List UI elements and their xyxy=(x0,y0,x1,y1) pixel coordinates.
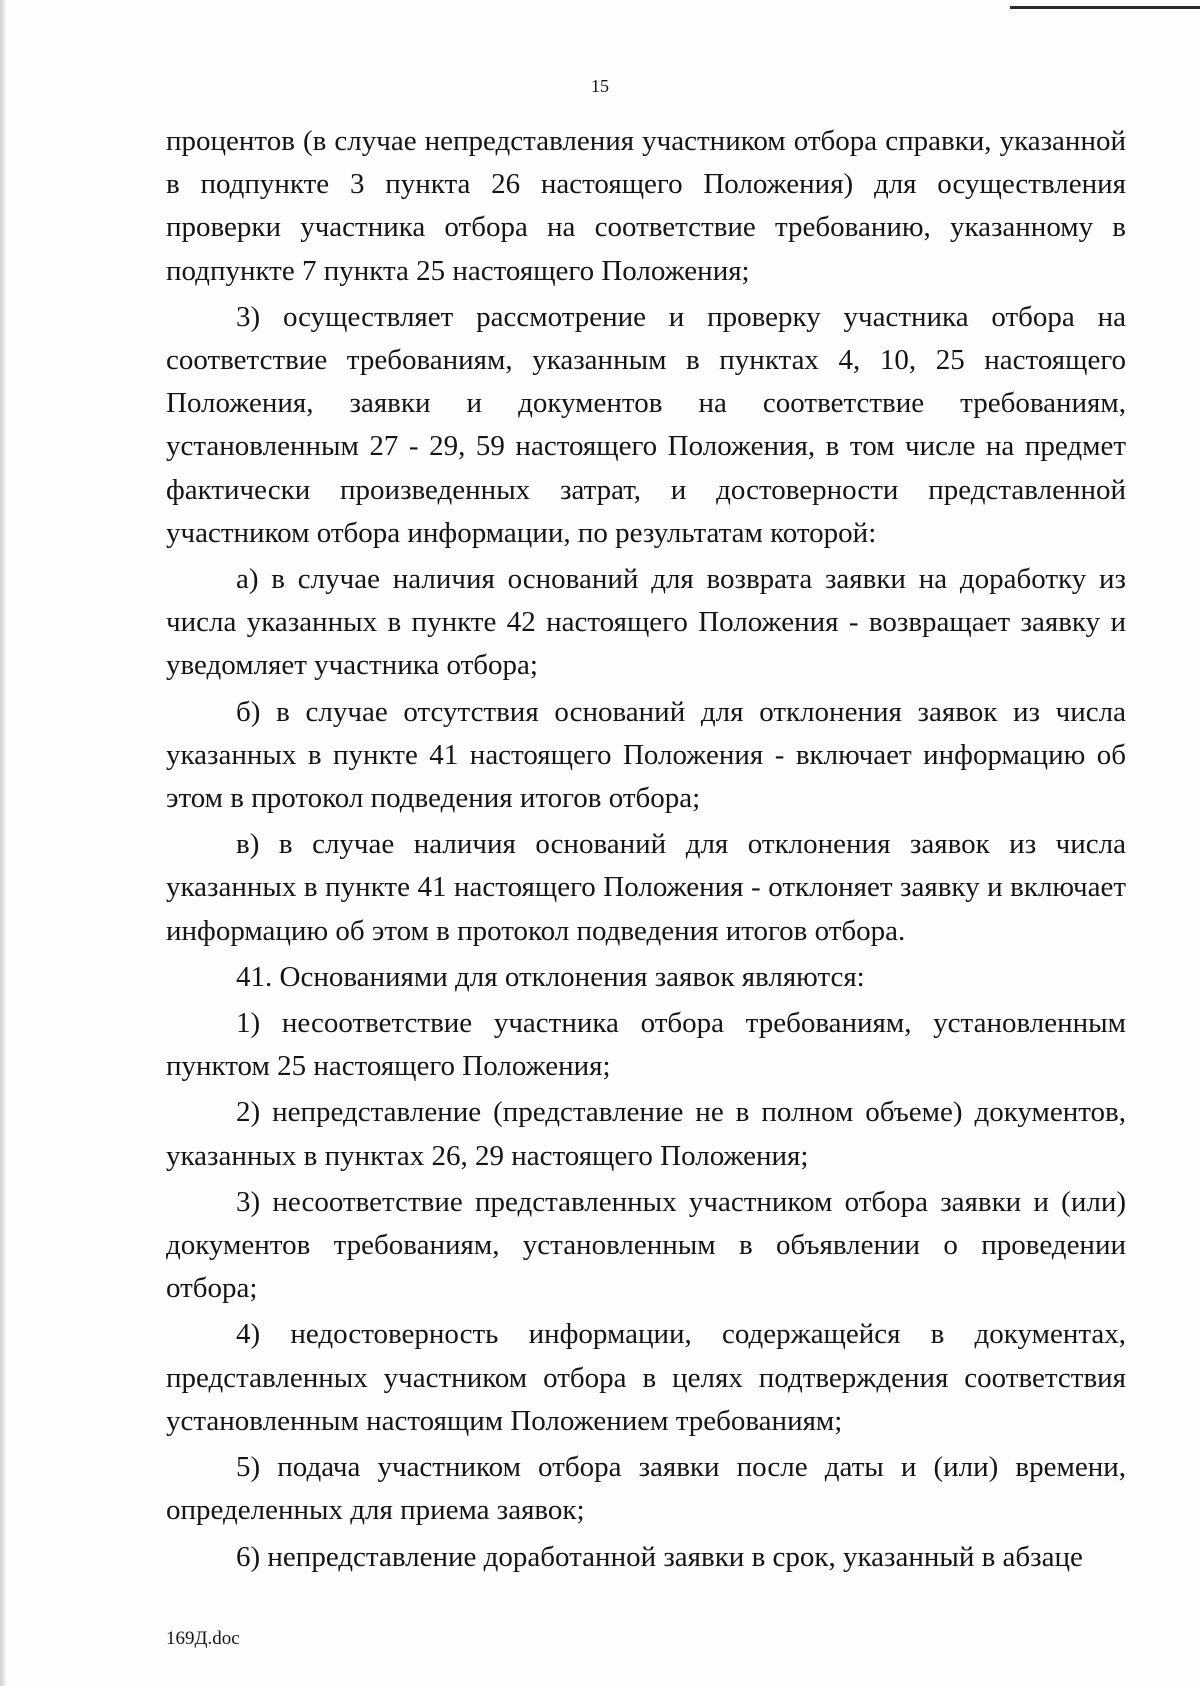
paragraph-clause-41: 41. Основаниями для отклонения заявок являются: xyxy=(236,960,865,993)
scan-top-line xyxy=(1010,6,1200,9)
paragraph-ground-5: 5) подача участником отбора заявки после даты и (или) времени, определенных для приема заявок; xyxy=(166,1451,1126,1527)
paragraph-subitem-v: в) в случае наличия оснований для отклонения заявок из числа указанных в пункте 41 настоящего Положения - отклоняет заявку и включает информацию об этом в протокол подведения итогов отбора. xyxy=(166,828,1126,947)
footer-filename: 169Д.doc xyxy=(166,1628,240,1649)
paragraph-ground-6: 6) непредставление доработанной заявки в срок, указанный в абзаце xyxy=(236,1540,1083,1573)
paragraph-ground-3: 3) несоответствие представленных участником отбора заявки и (или) документов требованиям, установленным в объявлении о проведении отбора; xyxy=(166,1185,1126,1305)
paragraph-item-3: 3) осуществляет рассмотрение и проверку участника отбора на соответствие требованиям, указанным в пунктах 4, 10, 25 настоящего Положения, заявки и документов на соответствие требованиям, установленным 27 - 29, 59 настоящего Положения, в том числе на предмет фактически произведенных затрат, и достоверности представленной участником отбора информации, по результатам которой: xyxy=(166,300,1126,549)
paragraph-ground-4: 4) недостоверность информации, содержащейся в документах, представленных участником отбора в целях подтверждения соответствия установленным настоящим Положением требованиям; xyxy=(166,1318,1126,1437)
paragraph-subitem-b: б) в случае отсутствия оснований для отклонения заявок из числа указанных в пункте 41 настоящего Положения - включает информацию об этом в протокол подведения итогов отбора; xyxy=(166,695,1126,815)
document-body xyxy=(166,120,1126,1582)
page-number: 15 xyxy=(591,76,609,96)
paragraph-subitem-a: а) в случае наличия оснований для возврата заявки на доработку из числа указанных в пункте 42 настоящего Положения - возвращает заявку и уведомляет участника отбора; xyxy=(166,563,1126,682)
scan-edge-shadow xyxy=(0,0,6,1686)
paragraph-ground-1: 1) несоответствие участника отбора требованиям, установленным пунктом 25 настоящего Положения; xyxy=(166,1007,1126,1083)
paragraph-ground-2: 2) непредставление (представление не в полном объеме) документов, указанных в пунктах 26, 29 настоящего Положения; xyxy=(166,1096,1126,1172)
paragraph-continuation: процентов (в случае непредставления участником отбора справки, указанной в подпункте 3 пункта 26 настоящего Положения) для осуществления проверки участника отбора на соответствие требованию, указанному в подпункте 7 пункта 25 настоящего Положения; xyxy=(166,125,1126,287)
